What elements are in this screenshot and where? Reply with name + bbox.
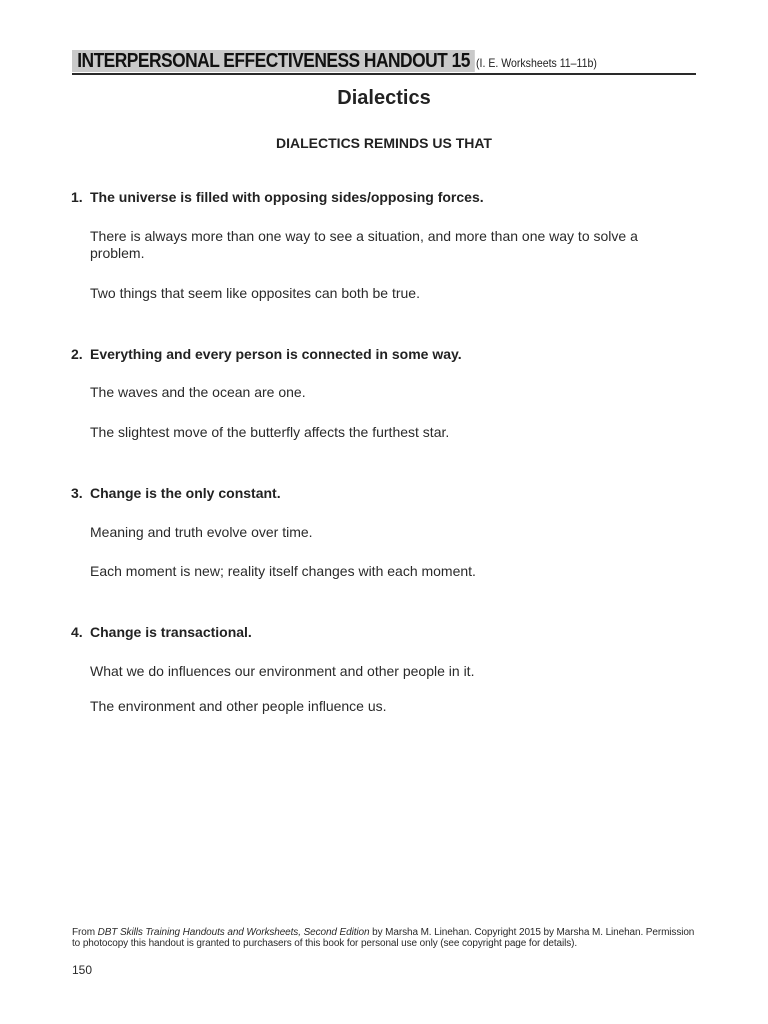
list-item-paragraph: The slightest move of the butterfly affects the furthest star. <box>90 424 450 440</box>
handout-header <box>72 50 696 75</box>
list-item-paragraph: The waves and the ocean are one. <box>90 384 306 400</box>
list-item-heading <box>71 624 252 640</box>
list-item-heading <box>71 189 484 205</box>
handout-title: INTERPERSONAL EFFECTIVENESS HANDOUT 15 <box>72 50 475 72</box>
list-item-number: 1. <box>71 189 83 205</box>
list-item-paragraph: The environment and other people influence us. <box>90 698 387 714</box>
list-item-number: 3. <box>71 485 83 501</box>
credit-suffix: by Marsha M. Linehan. Copyright 2015 by Marsha M. Linehan. Permission to photocopy this handout is granted to purchasers of this book for personal use only (see copyright page for details). <box>72 927 695 949</box>
copyright-notice <box>72 927 698 949</box>
list-item-number: 4. <box>71 624 83 640</box>
list-item-paragraph: Each moment is new; reality itself changes with each moment. <box>90 563 476 579</box>
list-item-paragraph: Two things that seem like opposites can both be true. <box>90 285 420 301</box>
list-item-heading <box>71 346 462 362</box>
list-item-heading-text: The universe is filled with opposing sides/opposing forces. <box>90 189 484 205</box>
list-item-heading-text: Change is the only constant. <box>90 485 281 501</box>
list-item-paragraph: There is always more than one way to see a situation, and more than one way to solve a problem. <box>90 228 638 261</box>
book-title: DBT Skills Training Handouts and Worksheets, Second Edition <box>97 927 370 938</box>
list-item-paragraph: What we do influences our environment and other people in it. <box>90 663 475 679</box>
list-item-heading-text: Everything and every person is connected in some way. <box>90 346 462 362</box>
list-item-paragraph: Meaning and truth evolve over time. <box>90 524 313 540</box>
list-item-heading-text: Change is transactional. <box>90 624 252 640</box>
worksheet-reference: (I. E. Worksheets 11–11b) <box>476 56 597 70</box>
section-subheading: DIALECTICS REMINDS US THAT <box>276 135 492 151</box>
list-item-number: 2. <box>71 346 83 362</box>
list-item-heading <box>71 485 281 501</box>
credit-prefix: From <box>72 927 98 938</box>
page-number: 150 <box>72 963 93 977</box>
page-title: Dialectics <box>337 87 431 109</box>
